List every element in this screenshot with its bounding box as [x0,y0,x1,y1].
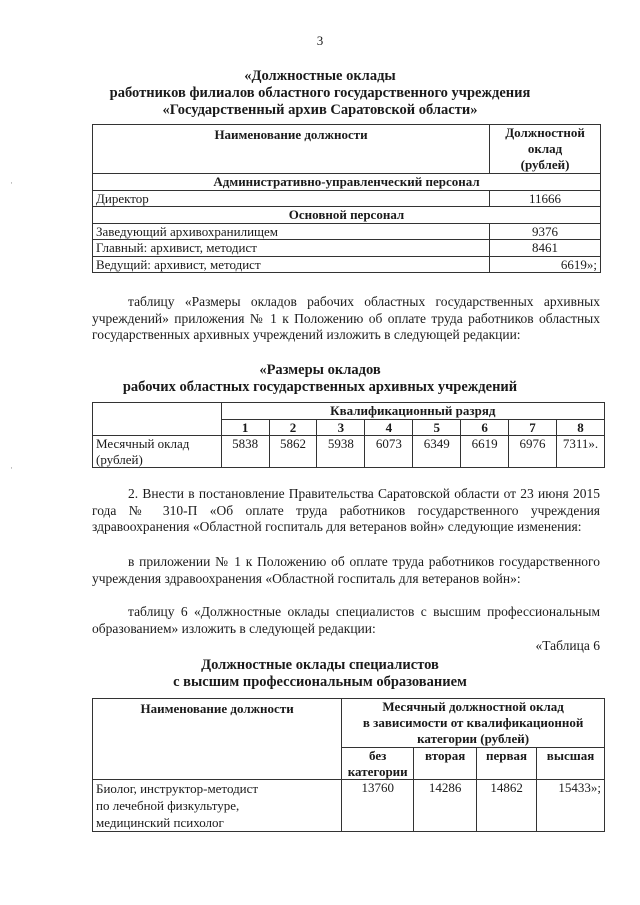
section1-title-line3: «Государственный архив Саратовской области» [162,102,478,118]
section3-title-line2: с высшим профессиональным образованием [173,674,467,690]
category-first: первая [477,748,537,780]
value-4: 6073 [365,436,413,468]
value-1: 5838 [221,436,269,468]
row-value: 8461 [490,240,601,257]
table-row [93,240,601,257]
salary-table-specialists [92,698,605,832]
col-header-position: Наименование должности [93,125,490,174]
col-header-salary: Должностной оклад (рублей) [490,125,601,174]
row-name: Главный: архивист, методист [93,240,490,257]
category-second: вторая [414,748,477,780]
row-name: Ведущий: архивист, методист [93,256,490,273]
table-row [93,223,601,240]
grade-2: 2 [269,419,317,436]
value-6: 6619 [461,436,509,468]
value-3: 5938 [317,436,365,468]
paragraph-4: таблицу 6 «Должностные оклады специалистов с высшим профессиональным образованием» изложить в следующей редакции: [92,604,600,636]
table-row [93,190,601,207]
row-name: Заведующий архивохранилищем [93,223,490,240]
group-admin: Административно-управленческий персонал [93,174,601,191]
paragraph-1: таблицу «Размеры окладов рабочих областных государственных архивных учреждений» приложения № 1 к Положению об оплате труда работников областных государственных архивных учреждений изложить в следующей редакции: [92,294,600,343]
scan-mark: · [10,463,13,473]
table-reference: «Таблица 6 [535,638,600,653]
table-row [93,436,605,468]
row-name: Директор [93,190,490,207]
row-value: 9376 [490,223,601,240]
table-row [93,780,605,832]
row-label: Месячный оклад (рублей) [93,436,222,468]
group-main: Основной персонал [93,207,601,224]
scan-mark: · [10,178,13,188]
section2-title-line2: рабочих областных государственных архивных учреждений [122,379,518,395]
page-number: 3 [316,33,324,48]
table-row [93,256,601,273]
value-second: 14286 [414,780,477,832]
value-8: 7311». [556,436,604,468]
paragraph-3: в приложении № 1 к Положению об оплате труда работников государственного учреждения здравоохранения «Областной госпиталь для ветеранов войн»: [92,554,600,586]
row-value: 6619»; [490,256,601,273]
value-2: 5862 [269,436,317,468]
value-highest: 15433»; [537,780,605,832]
section1-title-line2: работников филиалов областного государственного учреждения [109,85,531,101]
grade-1: 1 [221,419,269,436]
category-highest: высшая [537,748,605,780]
blank-cell [93,403,222,436]
grade-6: 6 [461,419,509,436]
value-no-category: 13760 [342,780,414,832]
row-value: 11666 [490,190,601,207]
salary-table-archive [92,124,601,273]
value-5: 6349 [413,436,461,468]
section2-title-line1: «Размеры окладов [259,362,381,378]
grade-8: 8 [556,419,604,436]
grade-3: 3 [317,419,365,436]
grade-7: 7 [509,419,557,436]
category-none: без категории [342,748,414,780]
row-name: Биолог, инструктор-методист по лечебной физкультуре, медицинский психолог [93,780,342,832]
col-header-position: Наименование должности [93,699,342,780]
section3-title-line1: Должностные оклады специалистов [201,657,439,673]
paragraph-2: 2. Внести в постановление Правительства Саратовской области от 23 июня 2015 года № 310-П «Об оплате труда работников государственного учреждения здравоохранения «Областной госпиталь для ветеранов войн» следующие изменения: [92,486,600,535]
value-7: 6976 [509,436,557,468]
grade-5: 5 [413,419,461,436]
value-first: 14862 [477,780,537,832]
col-header-salary: Месячный должностной оклад в зависимости от квалификационной категории (рублей) [342,699,605,748]
section1-title-line1: «Должностные оклады [244,68,396,84]
grade-4: 4 [365,419,413,436]
salary-table-workers [92,402,605,468]
grade-header: Квалификационный разряд [221,403,604,420]
